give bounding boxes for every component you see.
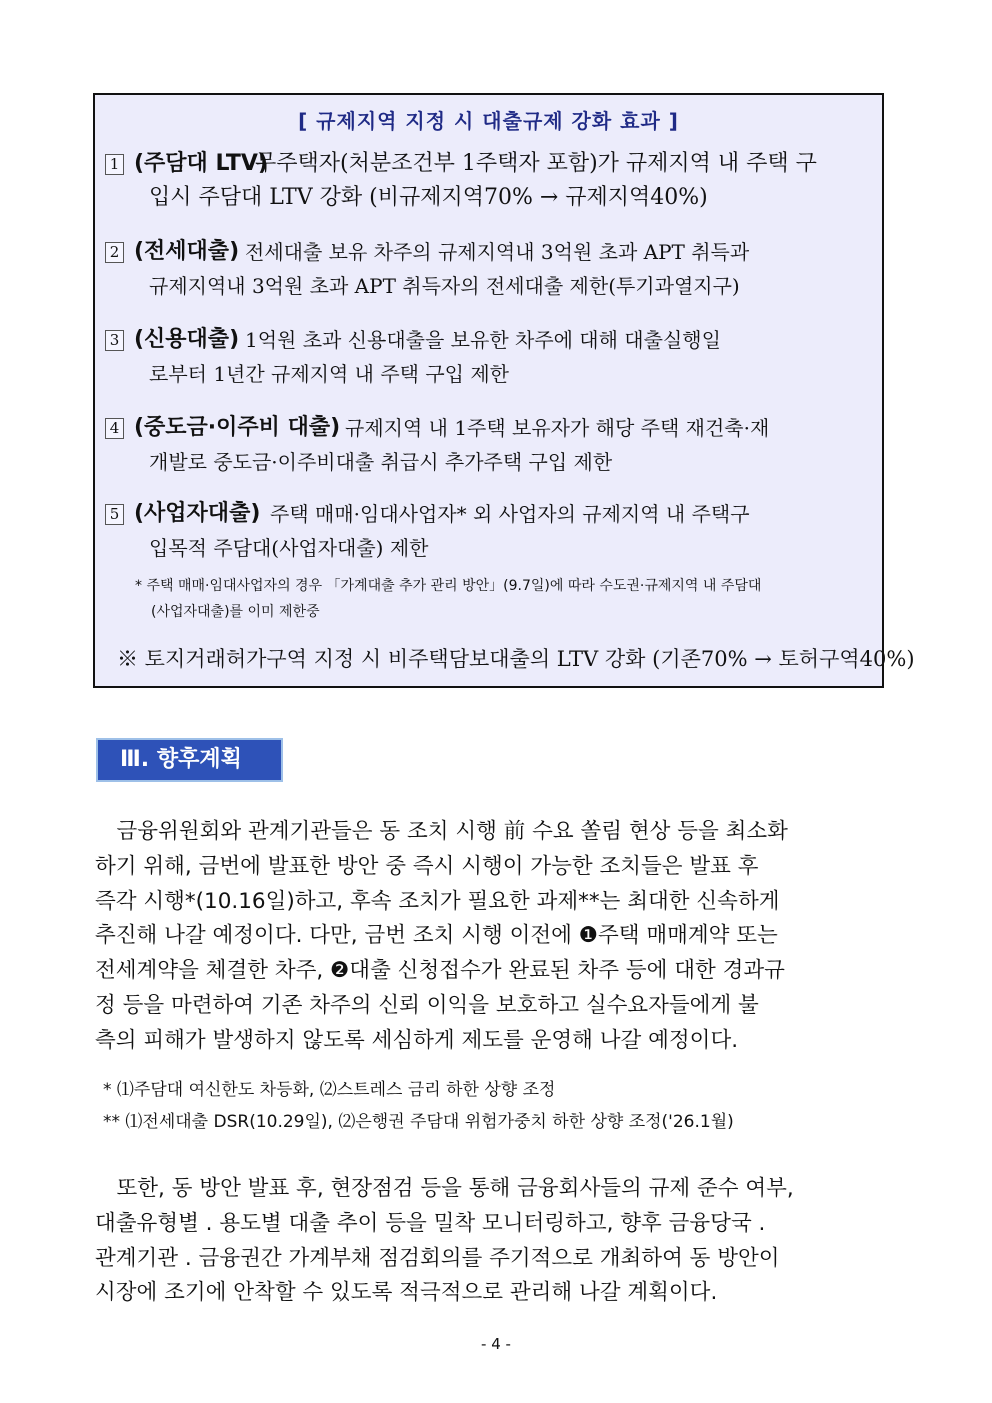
item-number-box: 5 [105, 504, 124, 525]
item-label: (주담대 LTV) [134, 151, 268, 176]
paragraph-line: 즉각 시행*(10.16일)하고, 후속 조치가 필요한 과제**는 최대한 신속하게 [95, 888, 780, 914]
paragraph-line: 시장에 조기에 안착할 수 있도록 적극적으로 관리해 나갈 계획이다. [95, 1280, 718, 1306]
section-heading: Ⅲ. 향후계획 [96, 738, 283, 782]
box-title: [ 규제지역 지정 시 대출규제 강화 효과 ] [298, 109, 679, 133]
footnote-double-star: ** ⑴전세대출 DSR(10.29일), ⑵은행권 주담대 위험가중치 하한 상향 조정('26.1월) [103, 1112, 734, 1132]
item-text-1: 주택 매매·임대사업자* 외 사업자의 규제지역 내 주택구 [270, 502, 750, 526]
item-text-2: 입시 주담대 LTV 강화 (비규제지역70% → 규제지역40%) [149, 185, 708, 210]
item-label: (전세대출) [134, 239, 240, 264]
item-label: (신용대출) [134, 327, 240, 352]
paragraph-line: 정 등을 마련하여 기존 차주의 신뢰 이익을 보호하고 실수요자들에게 불 [95, 992, 759, 1018]
paragraph-line: 하기 위해, 금번에 발표한 방안 중 즉시 시행이 가능한 조치들은 발표 후 [95, 853, 759, 879]
box-item-4 [105, 411, 872, 479]
paragraph-plan [95, 815, 897, 1059]
item-text-2: 입목적 주담대(사업자대출) 제한 [149, 536, 429, 560]
item-text-2: 개발로 중도금·이주비대출 취급시 추가주택 구입 제한 [149, 450, 613, 474]
item-label: (중도금·이주비 대출) [134, 415, 341, 440]
item-text-2: 규제지역내 3억원 초과 APT 취득자의 전세대출 제한(투기과열지구) [149, 274, 740, 298]
footnote-line-2: (사업자대출)를 이미 제한중 [151, 604, 320, 620]
item-text-2: 로부터 1년간 규제지역 내 주택 구입 제한 [149, 362, 509, 386]
item-number-box: 3 [105, 330, 124, 351]
paragraph-line: 또한, 동 방안 발표 후, 현장점검 등을 통해 금융회사들의 규제 준수 여부, [95, 1176, 794, 1201]
item-number-box: 1 [105, 154, 124, 175]
page-number: - 4 - [481, 1335, 511, 1353]
footnote-single-star: * ⑴주담대 여신한도 차등화, ⑵스트레스 금리 하한 상향 조정 [103, 1080, 556, 1100]
regulation-effects-box [93, 93, 915, 688]
box-item-3 [105, 323, 872, 391]
item-number-box: 4 [105, 418, 124, 439]
paragraph-line: 측의 피해가 발생하지 않도록 세심하게 제도를 운영해 나갈 예정이다. [95, 1027, 739, 1053]
box-item-5 [105, 497, 872, 565]
paragraph-line: 관계기관 . 금융권간 가계부채 점검회의를 주기적으로 개최하여 동 방안이 [95, 1245, 780, 1271]
paragraph-line: 금융위원회와 관계기관들은 동 조치 시행 前 수요 쏠림 현상 등을 최소화 [95, 819, 788, 844]
box-item-1 [105, 147, 872, 215]
item-text-1: 전세대출 보유 차주의 규제지역내 3억원 초과 APT 취득과 [245, 240, 750, 264]
paragraph-monitoring [95, 1172, 897, 1311]
box-footnote [135, 573, 874, 625]
reference-note: ※ 토지거래허가구역 지정 시 비주택담보대출의 LTV 강화 (기존70% → 토허구역40%) [117, 647, 915, 671]
paragraph-line: 전세계약을 체결한 차주, ❷대출 신청접수가 완료된 차주 등에 대한 경과규 [95, 958, 785, 984]
item-text-1: 무주택자(처분조건부 1주택자 포함)가 규제지역 내 주택 구 [255, 151, 817, 176]
paragraph-line: 추진해 나갈 예정이다. 다만, 금번 조치 시행 이전에 ❶주택 매매계약 또는 [95, 923, 778, 949]
item-number-box: 2 [105, 242, 124, 263]
item-text-1: 규제지역 내 1주택 보유자가 해당 주택 재건축·재 [345, 416, 770, 440]
item-label: (사업자대출) [134, 501, 261, 526]
footnote-line-1: * 주택 매매·임대사업자의 경우 「가계대출 추가 관리 방안」(9.7일)에 따라 수도권·규제지역 내 주담대 [135, 578, 762, 594]
box-item-2 [105, 235, 872, 303]
paragraph-line: 대출유형별 . 용도별 대출 추이 등을 밀착 모니터링하고, 향후 금융당국 . [95, 1210, 766, 1236]
item-text-1: 1억원 초과 신용대출을 보유한 차주에 대해 대출실행일 [245, 328, 721, 352]
